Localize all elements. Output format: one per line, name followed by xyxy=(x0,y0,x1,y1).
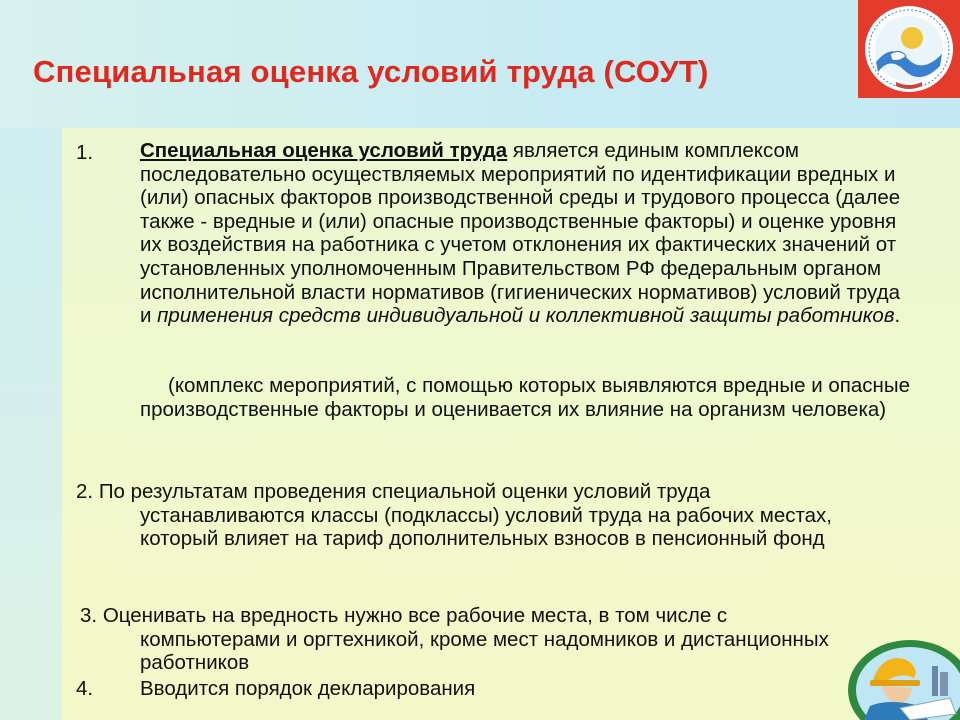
item2-text: По результатам проведения специальной оценки условий труда устанавливаются классы (подклассы) условий труда на рабочих местах, который влияет на тариф дополнительных взносов в пенсионный фонд xyxy=(98,480,833,551)
item3-paragraph xyxy=(80,604,860,675)
item1-italic-text: применения средств индивидуальной и коллективной защиты работников xyxy=(157,304,895,328)
item3-number: 3. xyxy=(80,604,98,627)
slide-title: Специальная оценка условий труда (СОУТ) xyxy=(33,54,709,89)
item1-text: является единым комплексом последовательно осуществляемых мероприятий по идентификации вредных и (или) опасных факторов производственной среды и трудового процесса (далее также - вредные и (или) опасные производственные факторы) и оценке уровня их воздействия на работника с учетом отклонения их фактических значений от установленных уполномоченным Правительством РФ федеральным органом исполнительной власти нормативов (гигиенических нормативов) условий труда и xyxy=(140,139,901,328)
item1-term: Специальная оценка условий труда xyxy=(140,139,508,162)
item3-text: Оценивать на вредность нужно все рабочие места, в том числе с компьютерами и оргтехникой, кроме мест надомников и дистанционных работников xyxy=(102,604,829,675)
item2-paragraph xyxy=(76,480,876,551)
item4-number: 4. xyxy=(76,677,94,700)
item2-number: 2. xyxy=(76,480,94,503)
item4-text: Вводится порядок декларирования xyxy=(140,677,476,700)
item1-paragraph xyxy=(140,139,910,328)
emblem-logo xyxy=(858,0,960,98)
item1-end: . xyxy=(894,304,901,328)
item1-note: (комплекс мероприятий, с помощью которых выявляются вредные и опасные производственные факторы и оценивается их влияние на организм человека) xyxy=(140,374,910,421)
side-strip xyxy=(0,128,62,720)
worker-hardhat-icon xyxy=(840,610,960,720)
item1-number: 1. xyxy=(76,141,94,164)
